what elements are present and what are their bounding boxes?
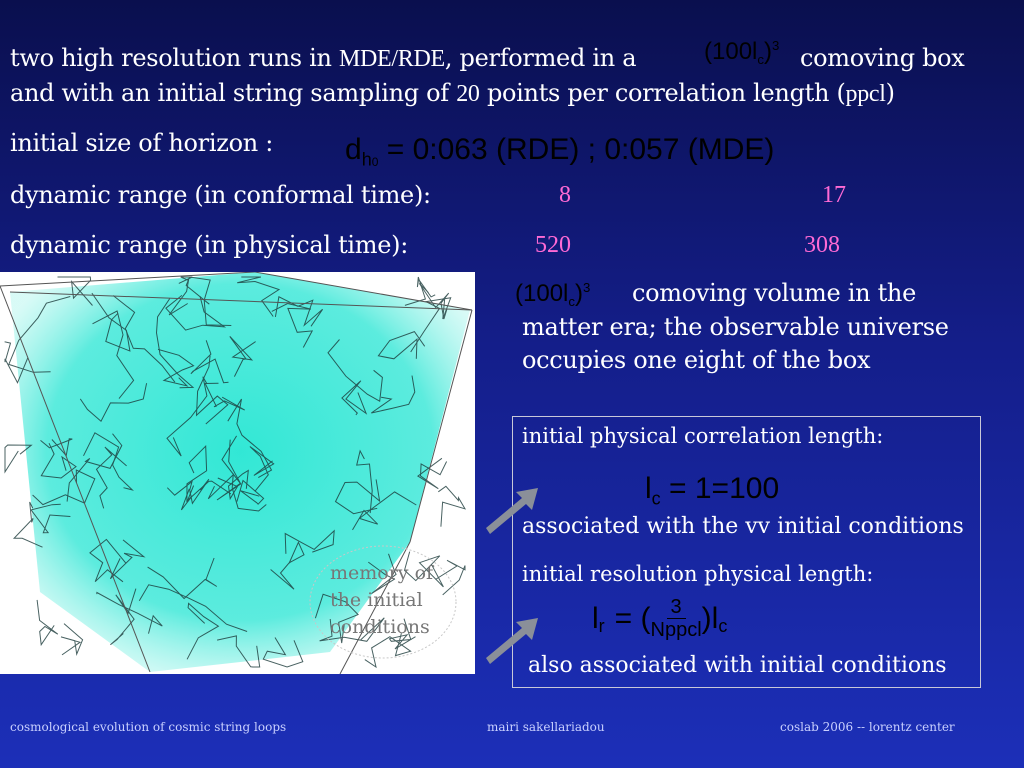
intro-text-a: two high resolution runs in xyxy=(10,44,339,72)
box-size-math-sub: c xyxy=(757,51,764,67)
corr-length-label: initial physical correlation length: xyxy=(522,424,884,448)
simulation-box-image xyxy=(0,272,475,674)
physical-range-label: dynamic range (in physical time): xyxy=(10,231,409,259)
corr-length-formula xyxy=(645,472,779,509)
horizon-formula-values: = 0:063 (RDE) ; 0:057 (MDE) xyxy=(386,133,775,166)
conformal-range-rde: 8 xyxy=(559,182,571,208)
horizon-formula-sub: h xyxy=(361,149,372,170)
cosmic-string xyxy=(61,624,83,655)
res-length-formula xyxy=(592,596,727,641)
arrow-to-corr-icon xyxy=(480,484,550,534)
volume-line-1: comoving volume in the xyxy=(632,279,916,307)
comoving-box-text: comoving box xyxy=(800,44,965,72)
footer-event: coslab 2006 -- lorentz center xyxy=(780,720,955,734)
memory-label xyxy=(330,560,433,641)
intro-line-1 xyxy=(10,44,636,73)
volume-math-sub: c xyxy=(568,293,575,309)
volume-math-sup: 3 xyxy=(582,280,591,295)
memory-line-1: memory of xyxy=(330,562,434,584)
arrow-to-res-icon xyxy=(480,614,550,664)
cosmic-string xyxy=(37,600,58,645)
res-length-label: initial resolution physical length: xyxy=(522,562,874,586)
ppcl-abbr: ppcl xyxy=(845,81,886,107)
corr-formula-l: l xyxy=(645,472,652,505)
volume-math-main: (100l xyxy=(515,280,569,308)
corr-formula-sub: c xyxy=(651,488,661,509)
sampling-number: 20 xyxy=(456,81,480,107)
conformal-range-label: dynamic range (in conformal time): xyxy=(10,181,431,209)
corr-assoc-text: associated with the vv initial conditions xyxy=(522,514,964,539)
conformal-range-mde: 17 xyxy=(822,182,846,208)
physical-range-rde: 520 xyxy=(535,232,571,258)
res-formula-eq: = ( xyxy=(614,601,651,635)
memory-line-3: conditions xyxy=(330,616,430,638)
cosmic-string xyxy=(435,560,465,595)
res-fraction-num: 3 xyxy=(667,596,686,619)
volume-math-close: ) xyxy=(574,280,583,308)
memory-line-2: the initial xyxy=(330,589,423,611)
initial-conditions-panel xyxy=(512,416,981,688)
box-size-math-close: ) xyxy=(763,38,772,66)
physical-range-mde: 308 xyxy=(804,232,840,258)
box-size-math-sup: 3 xyxy=(771,38,780,53)
horizon-formula-subsub: 0 xyxy=(371,155,379,170)
res-formula-close: )l xyxy=(701,601,719,635)
model-names: MDE/RDE xyxy=(338,46,445,72)
res-formula-close-sub: c xyxy=(718,616,728,636)
intro-line-2 xyxy=(10,79,895,108)
horizon-formula-lhs: d xyxy=(345,133,362,166)
box-size-math xyxy=(704,38,779,67)
sampling-text-b: points per correlation length ( xyxy=(479,79,846,107)
cosmic-string xyxy=(438,486,465,526)
footer-author: mairi sakellariadou xyxy=(487,720,605,734)
horizon-formula xyxy=(345,133,774,170)
res-formula-l: l xyxy=(592,601,599,635)
res-fraction xyxy=(651,596,702,641)
res-fraction-den: Nppcl xyxy=(650,619,702,641)
volume-line-2: matter era; the observable universe xyxy=(522,313,949,341)
volume-math xyxy=(515,280,590,309)
sampling-text-a: and with an initial string sampling of xyxy=(10,79,457,107)
corr-formula-value: = 1=100 xyxy=(669,472,780,505)
box-size-math-main: (100l xyxy=(704,38,758,66)
horizon-label: initial size of horizon : xyxy=(10,129,273,157)
volume-line-3: occupies one eight of the box xyxy=(522,346,871,374)
res-assoc-text: also associated with initial conditions xyxy=(528,653,947,678)
footer-title: cosmological evolution of cosmic string loops xyxy=(10,720,287,734)
intro-text-b: , performed in a xyxy=(444,44,637,72)
sampling-text-c: ) xyxy=(885,79,895,107)
res-formula-sub: r xyxy=(598,616,605,636)
